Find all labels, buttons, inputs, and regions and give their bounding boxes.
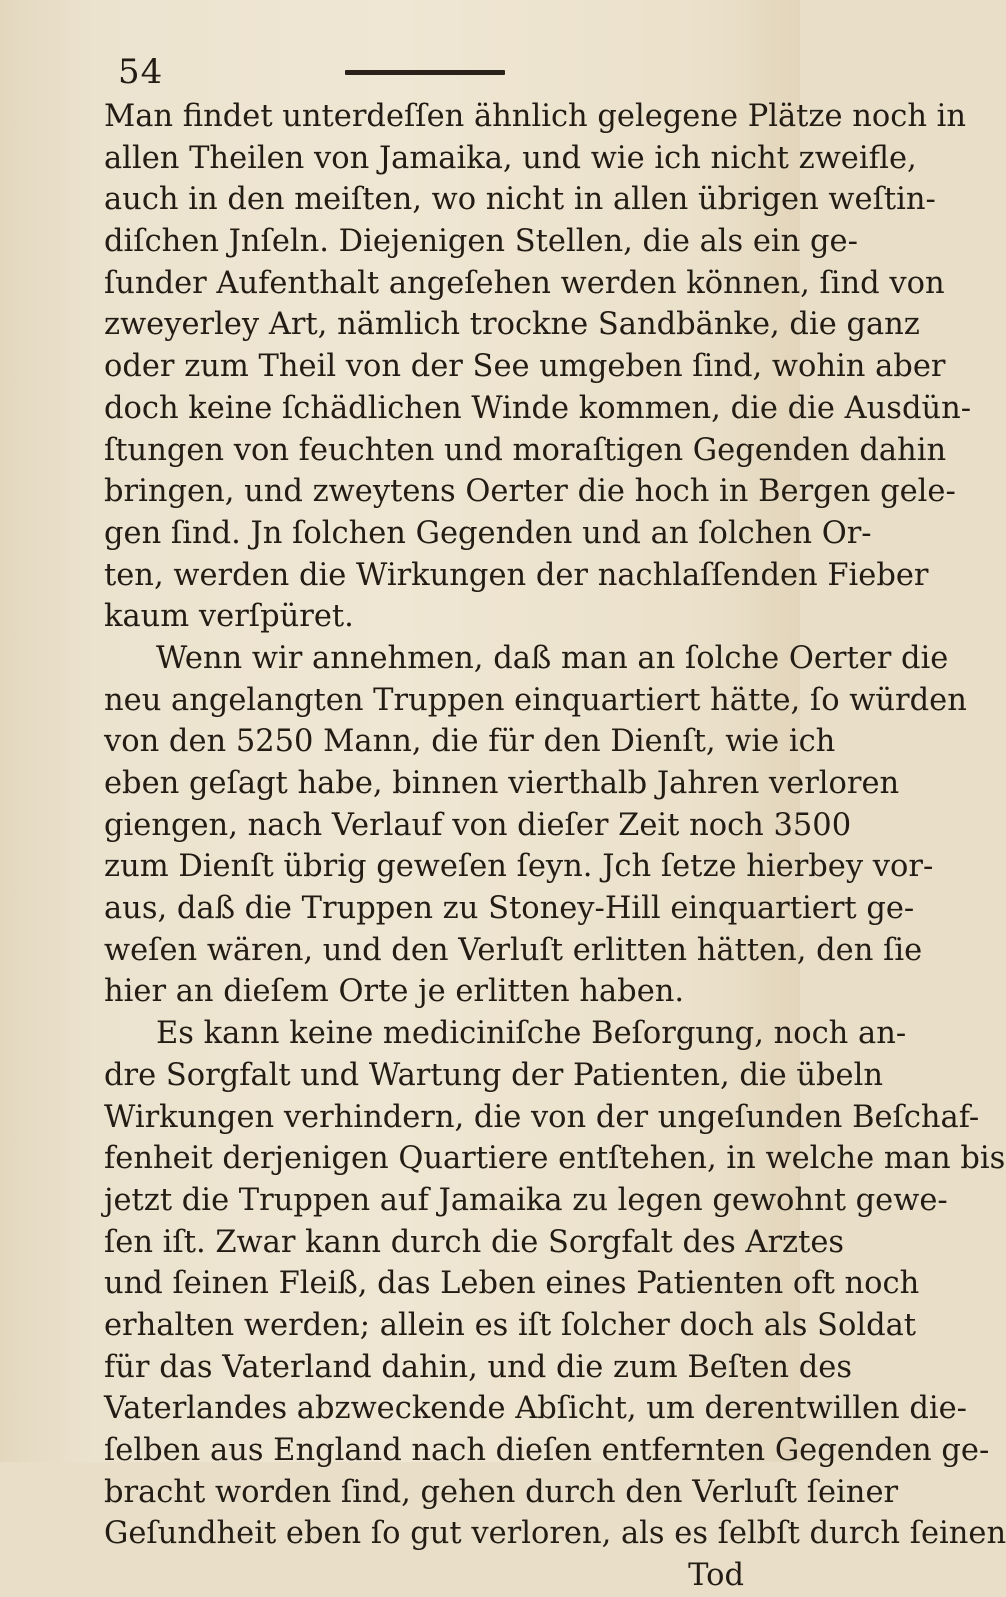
text-line: bringen, und zweytens Oerter die hoch in Bergen gele- xyxy=(104,474,956,510)
text-line: erhalten werden; allein es iſt ſolcher doch als Soldat xyxy=(104,1307,917,1343)
body-text xyxy=(104,96,1006,1597)
text-line: von den 5250 Mann, die für den Dienſt, wie ich xyxy=(104,724,836,760)
text-line: neu angelangten Truppen einquartiert hätte, ſo würden xyxy=(104,682,967,718)
text-line: dre Sorgfalt und Wartung der Patienten, die übeln xyxy=(104,1057,883,1093)
text-line: eben geſagt habe, binnen vierthalb Jahren verloren xyxy=(104,766,900,801)
text-line: allen Theilen von Jamaika, und wie ich nicht zweifle, xyxy=(104,140,917,176)
text-line: und ſeinen Fleiß, das Leben eines Patienten oft noch xyxy=(104,1266,920,1302)
text-line: hier an dieſem Orte je erlitten haben. xyxy=(104,974,685,1010)
text-line: kaum verſpüret. xyxy=(104,599,354,635)
text-line: Vaterlandes abzweckende Abſicht, um derentwillen die- xyxy=(104,1391,967,1427)
text-line: ſelben aus England nach dieſen entfernten Gegenden ge- xyxy=(104,1433,990,1468)
text-line: Wirkungen verhindern, die von der ungeſunden Beſchaf- xyxy=(104,1099,980,1135)
text-line: aus, daß die Truppen zu Stoney-Hill einquartiert ge- xyxy=(104,891,915,927)
text-line: ſtungen von feuchten und moraſtigen Gegenden dahin xyxy=(104,432,947,468)
header-rule xyxy=(345,70,505,75)
text-line: ſen iſt. Zwar kann durch die Sorgfalt des Arztes xyxy=(104,1224,845,1260)
catchword: Tod xyxy=(688,1558,744,1594)
page-number: 54 xyxy=(118,52,164,92)
text-line: doch keine ſchädlichen Winde kommen, die die Ausdün- xyxy=(104,390,972,426)
text-line: jetzt die Truppen auf Jamaika zu legen gewohnt gewe- xyxy=(104,1182,948,1218)
text-line: oder zum Theil von der See umgeben ſind, wohin aber xyxy=(104,349,946,385)
text-line: giengen, nach Verlauf von dieſer Zeit noch 3500 xyxy=(104,807,852,843)
text-line: ſunder Aufenthalt angeſehen werden können, ſind von xyxy=(104,265,945,301)
text-line: Geſundheit eben ſo gut verloren, als es ſelbſt durch ſeinen xyxy=(104,1516,1006,1552)
text-line: weſen wären, und den Verluſt erlitten hätten, den ſie xyxy=(104,932,923,968)
text-line: fenheit derjenigen Quartiere entſtehen, in welche man bis xyxy=(104,1141,1006,1177)
text-line: ten, werden die Wirkungen der nachlaſſenden Fieber xyxy=(104,557,929,593)
text-line: Es kann keine mediciniſche Beſorgung, noch an- xyxy=(156,1016,907,1052)
text-line: auch in den meiſten, wo nicht in allen übrigen weſtin- xyxy=(104,182,936,218)
text-line: diſchen Jnſeln. Diejenigen Stellen, die als ein ge- xyxy=(104,224,858,260)
text-line: für das Vaterland dahin, und die zum Beſten des xyxy=(104,1349,852,1385)
text-line: zweyerley Art, nämlich trockne Sandbänke, die ganz xyxy=(104,307,920,343)
text-line: zum Dienſt übrig geweſen ſeyn. Jch ſetze hierbey vor- xyxy=(104,849,934,885)
text-line: gen ſind. Jn ſolchen Gegenden und an ſolchen Or- xyxy=(104,515,872,551)
text-line: bracht worden ſind, gehen durch den Verluſt ſeiner xyxy=(104,1474,899,1510)
text-line: Man findet unterdeſſen ähnlich gelegene Plätze noch in xyxy=(104,99,967,134)
text-line: Wenn wir annehmen, daß man an ſolche Oerter die xyxy=(156,640,949,676)
